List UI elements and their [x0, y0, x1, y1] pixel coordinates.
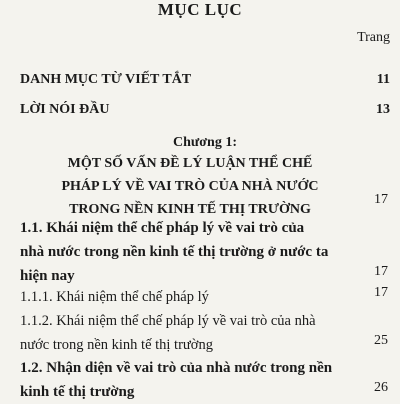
section-line: 1.1.2. Khái niệm thể chế pháp lý về vai trò của nhà — [20, 313, 316, 329]
page-column-label: Trang — [357, 30, 390, 45]
section-line: nhà nước trong nền kinh tế thị trường ở nước ta — [20, 244, 329, 260]
chapter-title-line: PHÁP LÝ VỀ VAI TRÒ CỦA NHÀ NƯỚC — [61, 179, 319, 194]
chapter-title-line: TRONG NỀN KINH TẾ THỊ TRƯỜNG — [69, 202, 311, 217]
toc-entry-text: LỜI NÓI ĐẦU — [20, 102, 110, 117]
section-1-1 — [20, 216, 360, 288]
section-1-1-1-page: 17 — [374, 285, 388, 300]
section-line: 1.2. Nhận diện về vai trò của nhà nước trong nền — [20, 360, 333, 376]
toc-entry-abbreviations — [20, 72, 390, 88]
section-line: hiện nay — [20, 268, 75, 284]
section-line: kinh tế thị trường — [20, 384, 135, 400]
section-1-1-1 — [20, 285, 360, 309]
section-1-2 — [20, 356, 360, 404]
section-1-1-page: 17 — [374, 264, 388, 279]
chapter-title — [40, 152, 340, 221]
section-line: 1.1. Khái niệm thể chế pháp lý về vai trò của — [20, 220, 305, 236]
chapter-page: 17 — [374, 192, 388, 207]
section-1-1-2 — [20, 309, 360, 357]
toc-entry-foreword — [20, 102, 390, 118]
toc-entry-text: DANH MỤC TỪ VIẾT TẮT — [20, 72, 192, 87]
section-1-1-2-page: 25 — [374, 333, 388, 348]
section-line: nước trong nền kinh tế thị trường — [20, 337, 213, 353]
section-line: 1.1.1. Khái niệm thể chế pháp lý — [20, 289, 209, 305]
toc-entry-page: 11 — [376, 72, 390, 87]
chapter-title-line: MỘT SỐ VẤN ĐỀ LÝ LUẬN THỂ CHẾ — [67, 156, 313, 171]
toc-entry-page: 13 — [376, 102, 390, 117]
section-1-2-page: 26 — [374, 380, 388, 395]
chapter-label: Chương 1: — [173, 135, 237, 150]
toc-title: MỤC LỤC — [157, 0, 243, 19]
